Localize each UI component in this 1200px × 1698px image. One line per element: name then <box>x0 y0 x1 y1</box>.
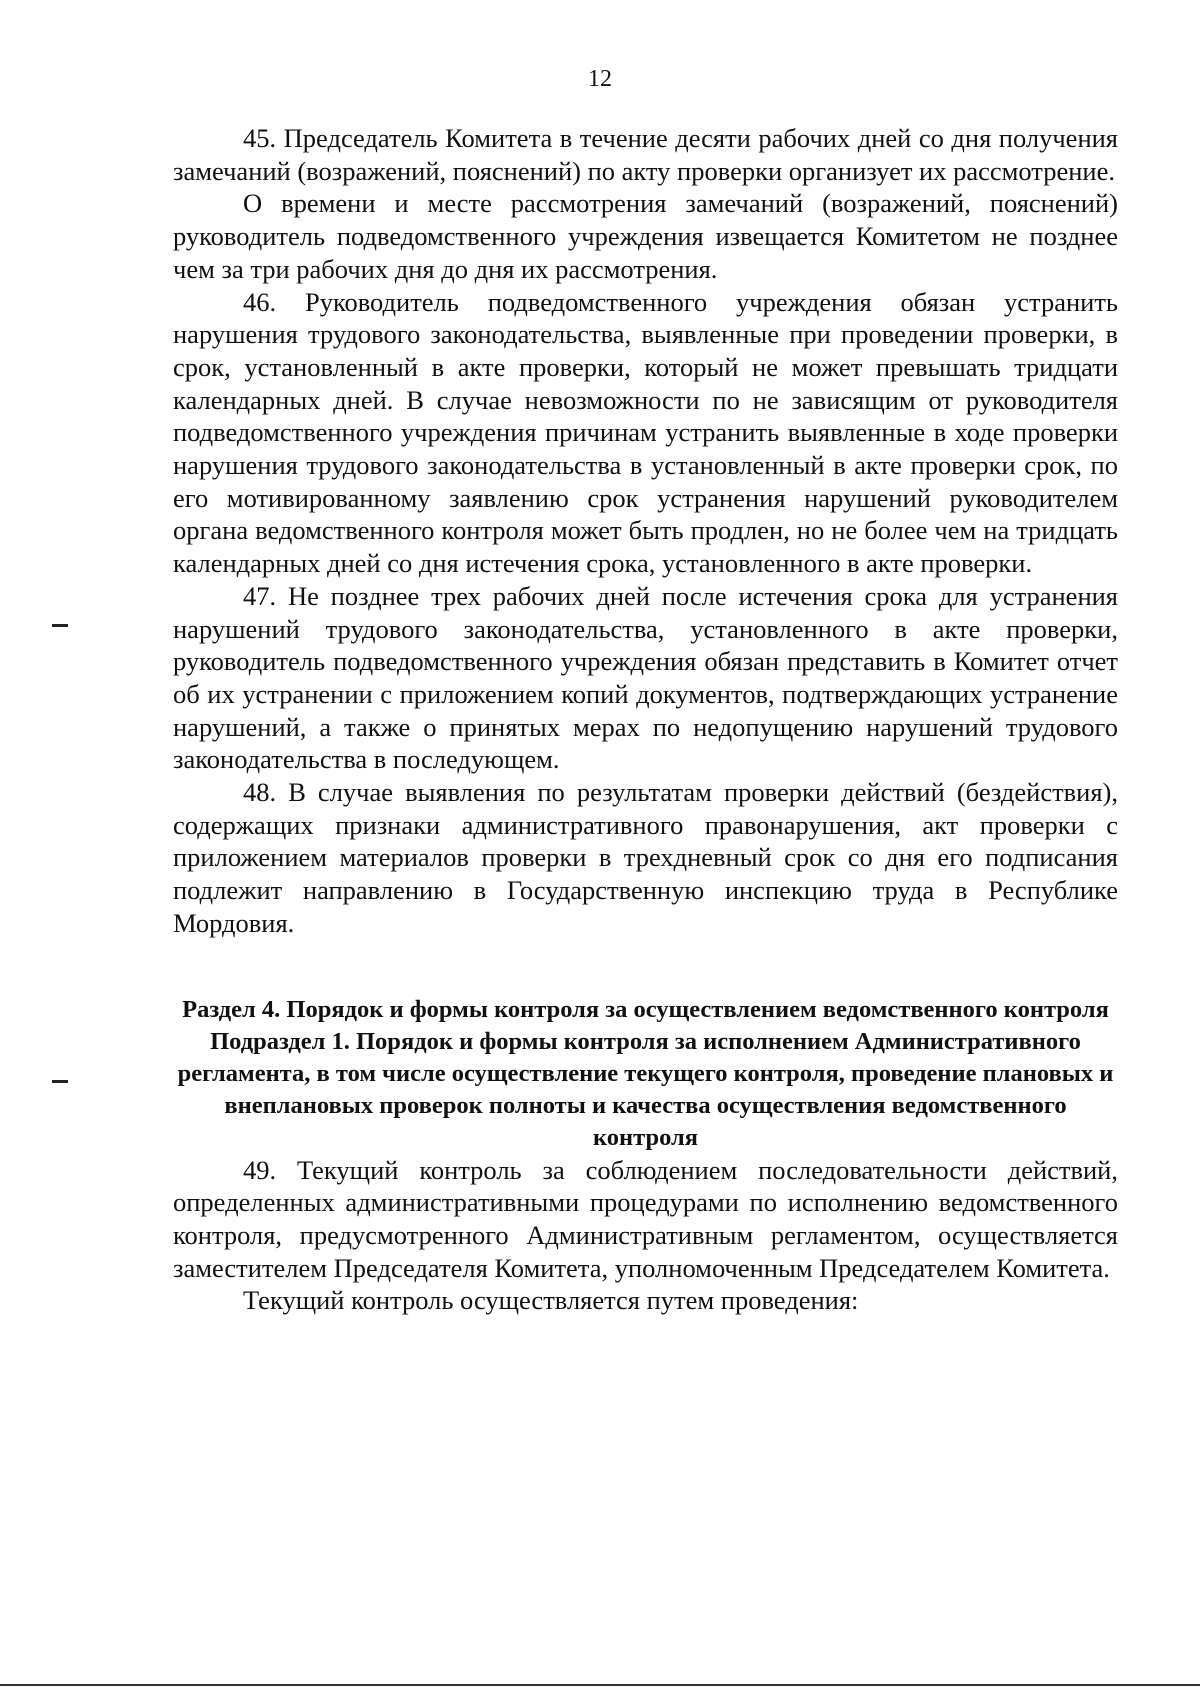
paragraph-46: 46. Руководитель подведомственного учреждения обязан устранить нарушения трудового законодательства, выявленные при проведении проверки, в срок, установленный в акте проверки, который не может превышать тридцати календарных дней. В случае невозможности по не зависящим от руководителя подведомственного учреждения причинам устранить выявленные в ходе проверки нарушения трудового законодательства в установленный в акте проверки срок, по его мотивированному заявлению срок устранения нарушений руководителем органа ведомственного контроля может быть продлен, но не более чем на тридцать календарных дней со дня истечения срока, установленного в акте проверки. <box>173 286 1118 579</box>
document-body <box>173 122 1118 1317</box>
scan-bottom-edge <box>0 1684 1200 1686</box>
paragraph-45-notice: О времени и месте рассмотрения замечаний (возражений, пояснений) руководитель подведомственного учреждения извещается Комитетом не позднее чем за три рабочих дня до дня их рассмотрения. <box>173 188 1118 284</box>
section-heading: Раздел 4. Порядок и формы контроля за осуществлением ведомственного контроля <box>182 995 1109 1023</box>
subsection-heading: Подраздел 1. Порядок и формы контроля за исполнением Административного регламента, в том числе осуществление текущего контроля, проведение плановых и внеплановых проверок полноты и качества осуществления ведомственного контроля <box>177 1027 1114 1151</box>
paragraph-48: 48. В случае выявления по результатам проверки действий (бездействия), содержащих признаки административного правонарушения, акт проверки с приложением материалов проверки в трехдневный срок со дня его подписания подлежит направлению в Государственную инспекцию труда в Республике Мордовия. <box>173 777 1118 938</box>
paragraph-49-methods: Текущий контроль осуществляется путем проведения: <box>243 1285 859 1316</box>
paragraph-47: 47. Не позднее трех рабочих дней после истечения срока для устранения нарушений трудового законодательства, установленного в акте проверки, руководитель подведомственного учреждения обязан представить в Комитет отчет об их устранении с приложением копий документов, подтверждающих устранение нарушений, а также о принятых мерах по недопущению нарушений трудового законодательства в последующем. <box>173 580 1118 775</box>
margin-mark <box>52 624 68 627</box>
paragraph-45: 45. Председатель Комитета в течение десяти рабочих дней со дня получения замечаний (возражений, пояснений) по акту проверки организует их рассмотрение. <box>173 123 1118 186</box>
paragraph-49: 49. Текущий контроль за соблюдением последовательности действий, определенных административными процедурами по исполнению ведомственного контроля, предусмотренного Административным регламентом, осуществляется заместителем Председателя Комитета, уполномоченным Председателем Комитета. <box>173 1154 1118 1283</box>
margin-mark <box>52 1080 68 1083</box>
page-number: 12 <box>588 66 612 92</box>
